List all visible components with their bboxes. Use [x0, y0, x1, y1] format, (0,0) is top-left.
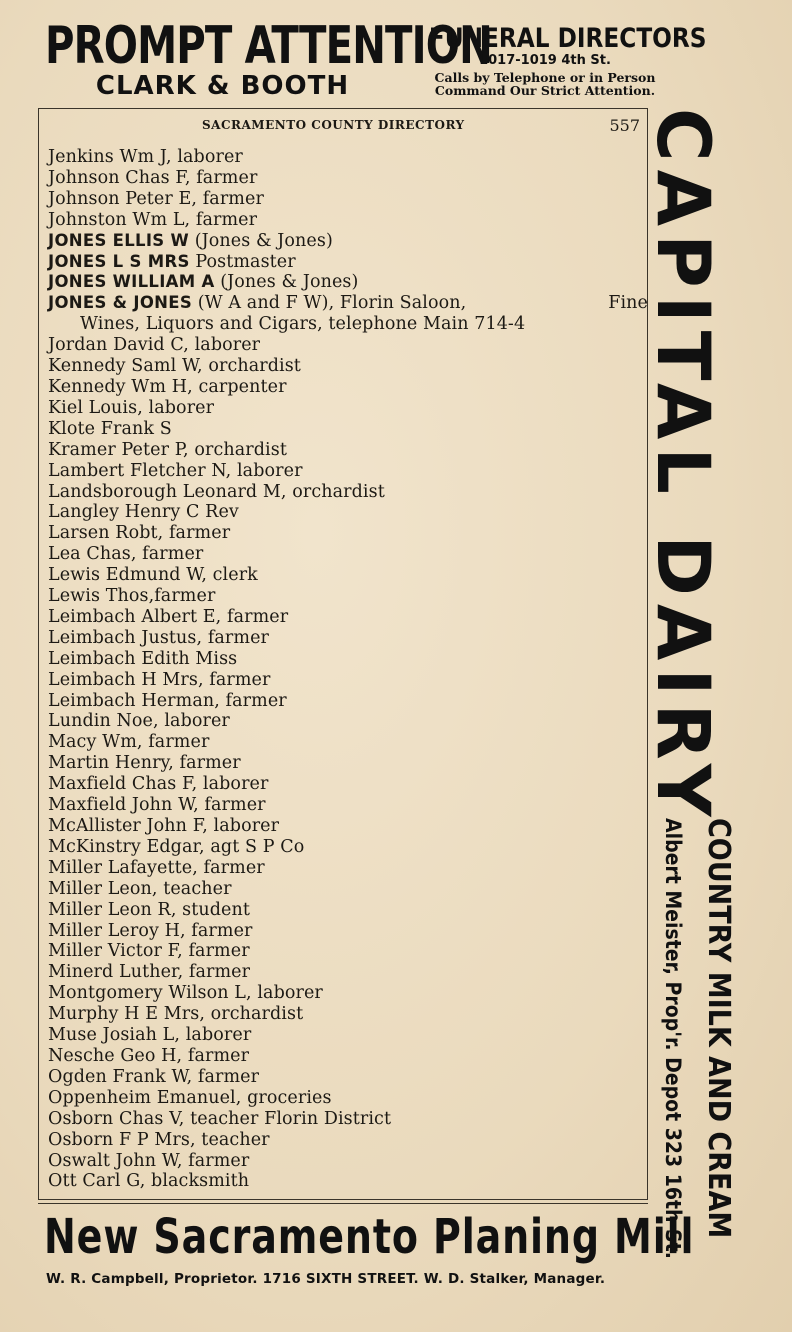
- directory-entry: [48, 607, 648, 628]
- directory-entries: [48, 147, 648, 1192]
- entry-detail: , laborer: [153, 711, 230, 732]
- entry-detail: , farmer: [177, 941, 250, 962]
- directory-entry: [48, 670, 648, 691]
- entry-detail: , laborer: [202, 816, 280, 836]
- entry-detail: , farmer: [197, 669, 271, 690]
- entry-name: Lewis Thos: [48, 586, 149, 607]
- entry-detail: , farmer: [184, 209, 258, 230]
- entry-detail: , laborer: [225, 460, 303, 481]
- entry-detail: , farmer: [184, 167, 258, 188]
- directory-entry: [48, 1088, 648, 1109]
- entry-detail: , farmer: [136, 732, 210, 753]
- directory-entry: [48, 732, 648, 753]
- entry-detail: , orchardist: [183, 439, 287, 460]
- jones-and-jones-line1-end: Fine: [608, 293, 648, 314]
- directory-entry: [48, 983, 648, 1004]
- entry-name: Lundin Noe: [48, 711, 154, 732]
- entry-name: Lea Chas: [48, 544, 131, 565]
- entry-detail: ,farmer: [148, 586, 216, 607]
- directory-entry: [48, 858, 648, 879]
- directory-entry: [48, 189, 648, 210]
- entry-detail: , farmer: [130, 544, 204, 565]
- jones-and-jones-line2: Wines, Liquors and Cigars, telephone Main 714-4: [80, 314, 526, 335]
- directory-entry: [48, 837, 648, 858]
- entry-detail: , agt S P Co: [199, 836, 305, 857]
- entry-detail: (Jones & Jones): [214, 272, 359, 293]
- entry-detail: , laborer: [166, 147, 243, 167]
- entry-detail: (Jones & Jones): [189, 230, 333, 251]
- directory-entry: [48, 879, 648, 900]
- directory-entry: [48, 586, 648, 607]
- entry-name: Maxfield Chas F: [48, 774, 192, 795]
- directory-entry: [48, 711, 648, 732]
- directory-entry: [48, 900, 648, 921]
- entry-detail: , farmer: [193, 795, 266, 816]
- entry-name: Jordan David C: [48, 335, 184, 356]
- funeral-directors-ad: [410, 23, 707, 98]
- entry-name: Nesche Geo H: [48, 1045, 177, 1066]
- directory-entry: [48, 628, 648, 649]
- directory-entry: [48, 816, 648, 837]
- directory-title: SACRAMENTO COUNTY DIRECTORY: [202, 118, 465, 132]
- entry-name: Macy Wm: [48, 732, 137, 753]
- directory-entry: [48, 461, 648, 482]
- directory-entry: [48, 1151, 648, 1172]
- country-milk-cream-text: COUNTRY MILK AND CREAM: [701, 818, 736, 1239]
- funeral-directors-address: 1017-1019 4th St.: [479, 53, 611, 68]
- entry-name: Johnston Wm L: [48, 209, 185, 230]
- meister-proprietor-text: Albert Meister, Prop'r. Depot 323 16th St.: [661, 818, 685, 1259]
- entry-detail: , blacksmith: [139, 1171, 250, 1192]
- entry-name: JONES WILLIAM A: [48, 272, 215, 292]
- entry-detail: , clerk: [201, 565, 258, 586]
- entry-name: Leimbach Edith Miss: [48, 648, 238, 669]
- entry-name: Langley Henry C Rev: [48, 502, 239, 523]
- entry-name: Lewis Edmund W: [48, 565, 202, 586]
- directory-entry: [48, 440, 648, 461]
- directory-entry: [48, 210, 648, 231]
- entry-detail: , teacher: [189, 1129, 270, 1150]
- entry-detail: , laborer: [174, 1025, 252, 1046]
- directory-entry: [48, 962, 648, 983]
- entry-detail: , farmer: [196, 627, 270, 648]
- directory-entry: [48, 1130, 648, 1151]
- entry-detail: , carpenter: [187, 376, 287, 397]
- directory-entry: [48, 1109, 648, 1130]
- entry-name: Kiel Louis: [48, 397, 138, 418]
- entry-detail: , orchardist: [199, 1004, 304, 1025]
- entry-name: Jenkins Wm J: [48, 147, 166, 167]
- entry-name: Oppenheim Emanuel: [48, 1087, 236, 1108]
- entry-name: Miller Leon R: [48, 899, 171, 920]
- entry-detail: , student: [170, 899, 250, 920]
- directory-entry: [48, 649, 648, 670]
- entry-name: Osborn F P Mrs: [48, 1129, 190, 1150]
- entry-name: McKinstry Edgar: [48, 836, 200, 857]
- entry-detail: , farmer: [177, 962, 251, 983]
- entry-name: Oswalt John W: [48, 1150, 177, 1171]
- entry-detail: Postmaster: [189, 251, 296, 272]
- entry-detail: , farmer: [176, 1150, 250, 1171]
- entry-name: Johnson Peter E: [48, 188, 192, 209]
- entry-name: Leimbach H Mrs: [48, 669, 198, 690]
- entry-detail: , farmer: [214, 690, 287, 711]
- capital-dairy-headline: CAPITAL DAIRY: [640, 108, 725, 825]
- entry-detail: , farmer: [186, 1066, 260, 1087]
- entry-name: Kennedy Wm H: [48, 376, 188, 397]
- directory-entry: [48, 691, 648, 712]
- entry-detail: , laborer: [137, 397, 215, 418]
- planing-mill-headline: New Sacramento Planing Mill: [44, 1209, 695, 1265]
- entry-name: Leimbach Albert E: [48, 606, 216, 627]
- entry-name: Lambert Fletcher N: [48, 460, 226, 481]
- directory-entry: [48, 335, 648, 356]
- directory-entry: [48, 502, 648, 523]
- directory-entry: [48, 544, 648, 565]
- directory-entry: [48, 1046, 648, 1067]
- entry-name: Montgomery Wilson L: [48, 983, 247, 1004]
- page-header: [38, 116, 646, 136]
- directory-entry: [48, 941, 648, 962]
- directory-entry: [48, 419, 648, 440]
- directory-entry: [48, 1025, 648, 1046]
- entry-detail: , farmer: [176, 1045, 250, 1066]
- bottom-rule: [38, 1203, 648, 1204]
- entry-name: Miller Leroy H: [48, 920, 180, 941]
- entry-name: JONES ELLIS W: [48, 230, 190, 250]
- directory-entry: [48, 1067, 648, 1088]
- directory-entry: [48, 1004, 648, 1025]
- entry-name: Kramer Peter P: [48, 439, 184, 460]
- entry-name: Muse Josiah L: [48, 1025, 175, 1046]
- entry-name: Klote Frank S: [48, 418, 172, 439]
- entry-detail: , farmer: [168, 753, 241, 774]
- entry-detail: , laborer: [191, 774, 269, 795]
- entry-detail: , groceries: [235, 1087, 332, 1108]
- entry-name: McAllister John F: [48, 816, 203, 836]
- directory-entry: [48, 356, 648, 377]
- funeral-directors-note: Calls by Telephone or in Person Command Our Strict Attention.: [434, 70, 656, 98]
- entry-name: Ott Carl G: [48, 1171, 140, 1192]
- clark-booth-ad: [45, 16, 492, 101]
- directory-entry: [48, 753, 648, 774]
- entry-detail: , teacher Florin District: [178, 1108, 392, 1129]
- entry-name: Murphy H E Mrs: [48, 1004, 200, 1025]
- directory-entry: [48, 168, 648, 189]
- directory-entry: [48, 231, 648, 252]
- funeral-directors-title: FUNERAL DIRECTORS: [428, 23, 707, 54]
- entry-detail: , laborer: [246, 983, 323, 1004]
- jones-and-jones-entry: [48, 293, 648, 335]
- entry-detail: , laborer: [183, 335, 261, 356]
- entry-detail: , farmer: [179, 920, 253, 941]
- entry-name: Leimbach Justus: [48, 627, 197, 648]
- entry-detail: , farmer: [191, 188, 264, 209]
- entry-name: JONES L S MRS: [48, 251, 190, 271]
- jones-and-jones-name: JONES & JONES: [48, 293, 193, 313]
- directory-entry: [48, 252, 648, 273]
- planing-mill-details: W. R. Campbell, Proprietor. 1716 SIXTH STREET. W. D. Stalker, Manager.: [46, 1271, 606, 1287]
- entry-name: Martin Henry: [48, 753, 169, 774]
- entry-name: Maxfield John W: [48, 795, 194, 816]
- entry-detail: , farmer: [215, 606, 289, 627]
- directory-entry: [48, 774, 648, 795]
- entry-name: Miller Leon: [48, 878, 152, 899]
- entry-name: Kennedy Saml W: [48, 356, 198, 377]
- directory-entry: [48, 921, 648, 942]
- entry-name: Larsen Robt: [48, 523, 158, 544]
- directory-entry: [48, 272, 648, 293]
- directory-entry: [48, 565, 648, 586]
- entry-name: Miller Victor F: [48, 941, 178, 962]
- entry-name: Ogden Frank W: [48, 1066, 187, 1087]
- directory-entry: [48, 398, 648, 419]
- jones-and-jones-line1: (W A and F W), Florin Saloon,: [192, 293, 467, 314]
- entry-detail: , orchardist: [197, 356, 301, 377]
- entry-detail: , orchardist: [280, 481, 385, 502]
- directory-entry: [48, 1171, 648, 1192]
- page-number: 557: [609, 116, 640, 135]
- entry-name: Leimbach Herman: [48, 690, 215, 711]
- prompt-attention-headline: PROMPT ATTENTION: [45, 16, 492, 76]
- clark-booth-firm-name: CLARK & BOOTH: [95, 71, 350, 101]
- entry-name: Osborn Chas V: [48, 1108, 179, 1129]
- directory-entry: [48, 523, 648, 544]
- entry-detail: , teacher: [151, 878, 232, 899]
- entry-name: Johnson Chas F: [48, 167, 185, 188]
- entry-detail: , farmer: [192, 857, 265, 878]
- directory-entry: [48, 482, 648, 503]
- entry-name: Miller Lafayette: [48, 857, 193, 878]
- entry-name: Landsborough Leonard M: [48, 481, 281, 502]
- entry-detail: , farmer: [157, 523, 231, 544]
- entry-name: Minerd Luther: [48, 962, 178, 983]
- directory-entry: [48, 147, 648, 168]
- directory-entry: [48, 377, 648, 398]
- directory-entry: [48, 795, 648, 816]
